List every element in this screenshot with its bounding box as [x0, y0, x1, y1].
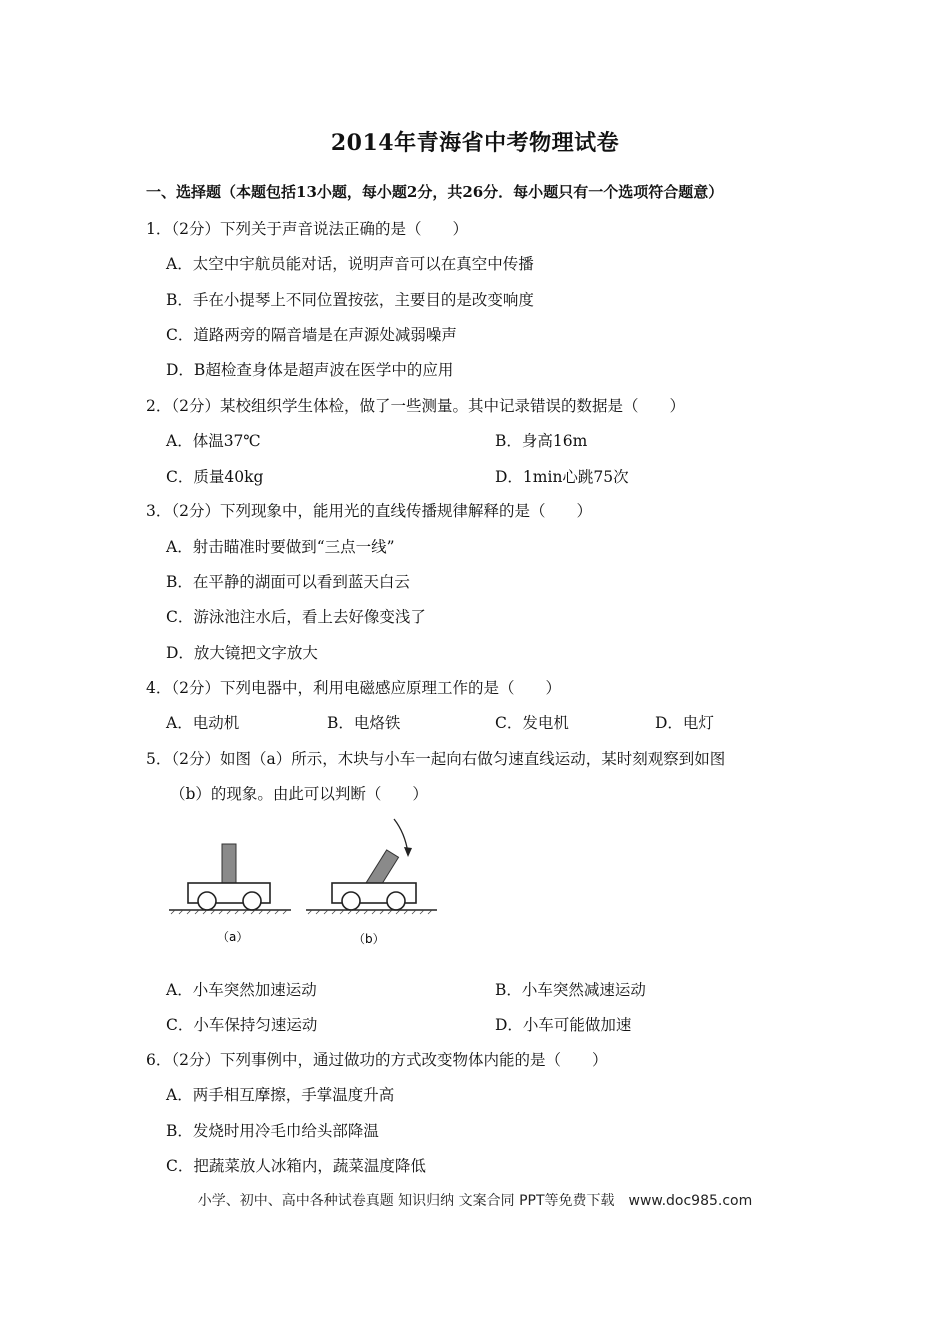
question-4-stem: 4．（2分）下列电器中，利用电磁感应原理工作的是（ ）: [146, 679, 561, 697]
question-6-option-a: A．两手相互摩擦，手掌温度升高: [166, 1086, 395, 1104]
question-2-option-a: A．体温37℃: [166, 432, 261, 450]
question-5-option-c: C．小车保持匀速运动: [166, 1016, 318, 1034]
question-5-option-a: A．小车突然加速运动: [166, 981, 317, 999]
question-1-option-b: B．手在小提琴上不同位置按弦，主要目的是改变响度: [166, 291, 534, 309]
question-5-stem: 5．（2分）如图（a）所示，木块与小车一起向右做匀速直线运动，某时刻观察到如图: [146, 750, 726, 768]
question-2-option-b: B．身高16m: [495, 432, 588, 450]
question-5-stem-continued: （b）的现象。由此可以判断（ ）: [170, 785, 428, 803]
question-2-option-d: D．1min心跳75次: [495, 468, 629, 486]
question-4-option-c: C．发电机: [495, 714, 569, 732]
exam-title: 2014年青海省中考物理试卷: [330, 130, 620, 156]
question-1-stem: 1．（2分）下列关于声音说法正确的是（ ）: [146, 220, 468, 238]
cart-block-figure: [165, 815, 445, 955]
question-3-option-a: A．射击瞄准时要做到“三点一线”: [166, 538, 395, 556]
figure-b-cart: [306, 819, 437, 914]
question-4-option-d: D．电灯: [655, 714, 714, 732]
question-3-stem: 3．（2分）下列现象中，能用光的直线传播规律解释的是（ ）: [146, 502, 592, 520]
question-1-option-d: D．B超检查身体是超声波在医学中的应用: [166, 361, 454, 379]
figure-a-cart: [169, 844, 291, 914]
figure-a-label: （a）: [217, 930, 249, 944]
question-4-option-b: B．电烙铁: [327, 714, 401, 732]
question-3-option-d: D．放大镜把文字放大: [166, 644, 318, 662]
question-1-option-c: C．道路两旁的隔音墙是在声源处减弱噪声: [166, 326, 457, 344]
question-3-option-c: C．游泳池注水后，看上去好像变浅了: [166, 608, 426, 626]
question-5-option-b: B．小车突然减速运动: [495, 981, 646, 999]
question-2-option-c: C．质量40kg: [166, 468, 264, 486]
page-footer: 小学、初中、高中各种试卷真题 知识归纳 文案合同 PPT等免费下载 www.doc985.com: [197, 1193, 753, 1209]
section-heading: 一、选择题（本题包括13小题，每小题2分，共26分．每小题只有一个选项符合题意）: [146, 183, 724, 201]
question-3-option-b: B．在平静的湖面可以看到蓝天白云: [166, 573, 410, 591]
question-1-option-a: A．太空中宇航员能对话，说明声音可以在真空中传播: [166, 255, 534, 273]
question-5-option-d: D．小车可能做加速: [495, 1016, 632, 1034]
question-2-stem: 2．（2分）某校组织学生体检，做了一些测量。其中记录错误的数据是（ ）: [146, 397, 685, 415]
question-6-option-c: C．把蔬菜放人冰箱内，蔬菜温度降低: [166, 1157, 426, 1175]
figure-b-label: （b）: [353, 932, 385, 946]
question-6-option-b: B．发烧时用冷毛巾给头部降温: [166, 1122, 379, 1140]
question-4-option-a: A．电动机: [166, 714, 240, 732]
question-6-stem: 6．（2分）下列事例中，通过做功的方式改变物体内能的是（ ）: [146, 1051, 608, 1069]
